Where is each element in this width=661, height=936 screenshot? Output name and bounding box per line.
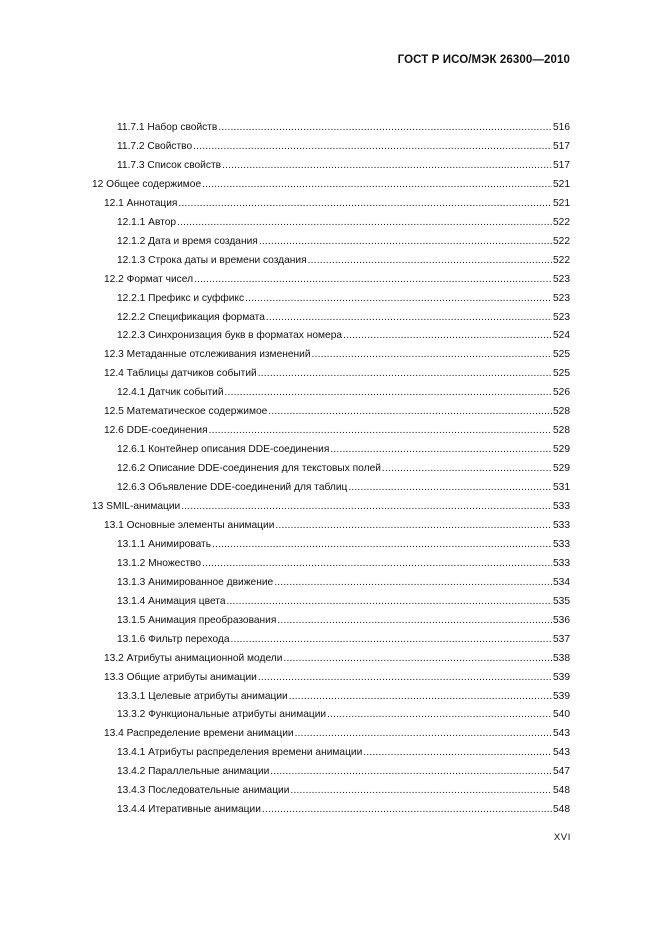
dot-leader	[289, 691, 552, 703]
toc-entry	[104, 419, 570, 437]
toc-entry	[104, 268, 570, 286]
dot-leader	[193, 141, 552, 153]
toc-entry-page: 525	[553, 368, 570, 379]
toc-entry	[117, 703, 570, 721]
toc-entry-page: 529	[553, 444, 570, 455]
toc-entry-title: 12.3 Метаданные отслеживания изменений	[104, 349, 311, 360]
dot-leader	[382, 463, 552, 475]
dot-leader	[270, 766, 552, 778]
toc-entry-page: 523	[553, 312, 570, 323]
toc-entry-title: 12.4 Таблицы датчиков событий	[104, 368, 257, 379]
dot-leader	[266, 312, 552, 324]
toc-entry	[117, 741, 570, 759]
dot-leader	[209, 425, 552, 437]
dot-leader	[245, 293, 552, 305]
toc-entry	[104, 666, 570, 684]
dot-leader	[363, 747, 552, 759]
toc-entry-title: 13.1 Основные элементы анимации	[104, 520, 275, 531]
dot-leader	[258, 672, 552, 684]
toc-entry-page: 522	[553, 236, 570, 247]
toc-entry	[117, 381, 570, 399]
dot-leader	[275, 520, 552, 532]
toc-entry-title: 12.2.2 Спецификация формата	[117, 312, 265, 323]
dot-leader	[225, 387, 552, 399]
toc-entry	[117, 476, 570, 494]
toc-entry-page: 524	[553, 330, 570, 341]
toc-entry-page: 533	[553, 539, 570, 550]
toc-entry-page: 523	[553, 293, 570, 304]
toc-entry-title: 12.1.1 Автор	[117, 217, 177, 228]
toc-entry	[104, 362, 570, 380]
dot-leader	[330, 444, 552, 456]
dot-leader	[343, 330, 552, 342]
toc-entry-page: 533	[553, 558, 570, 569]
toc-entry-title: 13.3.2 Функциональные атрибуты анимации	[117, 709, 327, 720]
toc-entry-title: 11.7.2 Свойство	[117, 141, 193, 152]
toc-entry-title: 13.4 Распределение времени анимации	[104, 728, 294, 739]
toc-entry-page: 525	[553, 349, 570, 360]
toc-entry	[104, 722, 570, 740]
toc-entry	[117, 533, 570, 551]
toc-entry-title: 12.6 DDE-соединения	[104, 425, 208, 436]
toc-entry-title: 13.1.5 Анимация преобразования	[117, 615, 277, 626]
dot-leader	[181, 501, 552, 513]
toc-entry-page: 539	[553, 672, 570, 683]
toc-entry-page: 540	[553, 709, 570, 720]
toc-entry-page: 526	[553, 387, 570, 398]
toc-entry-title: 12.1.3 Строка даты и времени создания	[117, 255, 307, 266]
toc-entry	[117, 760, 570, 778]
toc-entry	[92, 495, 570, 513]
toc-entry-title: 12.5 Математическое содержимое	[104, 406, 268, 417]
toc-entry-title: 13 SMIL-анимации	[92, 501, 181, 512]
toc-entry	[117, 628, 570, 646]
toc-entry-title: 13.4.1 Атрибуты распределения времени анимации	[117, 747, 363, 758]
toc-entry-title: 12 Общее содержимое	[92, 179, 202, 190]
running-header: ГОСТ Р ИСО/МЭК 26300—2010	[397, 54, 570, 66]
dot-leader	[258, 368, 552, 380]
toc-entry-page: 548	[553, 804, 570, 815]
dot-leader	[277, 615, 552, 627]
toc-entry-title: 13.3 Общие атрибуты анимации	[104, 672, 257, 683]
dot-leader	[177, 217, 552, 229]
toc-entry-page: 528	[553, 406, 570, 417]
page-number: XVI	[553, 832, 571, 843]
toc-entry	[117, 457, 570, 475]
toc-entry	[117, 590, 570, 608]
toc-entry-title: 11.7.1 Набор свойств	[117, 122, 218, 133]
toc-entry-page: 529	[553, 463, 570, 474]
dot-leader	[348, 482, 552, 494]
toc-entry-title: 13.4.4 Итеративные анимации	[117, 804, 261, 815]
toc-entry-title: 13.1.4 Анимация цвета	[117, 596, 226, 607]
toc-entry-page: 521	[553, 179, 570, 190]
dot-leader	[262, 804, 552, 816]
toc-entry-page: 523	[553, 274, 570, 285]
dot-leader	[274, 577, 552, 589]
toc-entry-page: 547	[553, 766, 570, 777]
dot-leader	[218, 122, 552, 134]
toc-entry-page: 533	[553, 520, 570, 531]
toc-entry	[117, 609, 570, 627]
dot-leader	[202, 558, 552, 570]
toc-entry	[117, 211, 570, 229]
dot-leader	[212, 539, 552, 551]
dot-leader	[295, 728, 552, 740]
dot-leader	[312, 349, 552, 361]
toc-entry	[104, 400, 570, 418]
toc-entry-page: 543	[553, 747, 570, 758]
toc-entry-page: 543	[553, 728, 570, 739]
toc-entry-title: 11.7.3 Список свойств	[117, 160, 222, 171]
dot-leader	[227, 596, 553, 608]
toc-entry	[104, 192, 570, 210]
toc-entry-page: 533	[553, 501, 570, 512]
toc-entry	[117, 230, 570, 248]
toc-entry	[92, 173, 570, 191]
toc-entry-title: 12.2.3 Синхронизация букв в форматах номера	[117, 330, 343, 341]
dot-leader	[308, 255, 552, 267]
toc-entry-title: 13.1.3 Анимированное движение	[117, 577, 274, 588]
toc-entry	[117, 306, 570, 324]
toc-entry-title: 13.1.6 Фильтр перехода	[117, 634, 230, 645]
toc-entry	[104, 343, 570, 361]
toc-entry-page: 522	[553, 217, 570, 228]
toc-entry	[104, 514, 570, 532]
toc-entry	[117, 779, 570, 797]
toc-entry-page: 517	[553, 141, 570, 152]
toc-entry-title: 13.4.3 Последовательные анимации	[117, 785, 290, 796]
toc-entry-page: 522	[553, 255, 570, 266]
toc-entry-title: 12.2.1 Префикс и суффикс	[117, 293, 245, 304]
toc-entry-title: 12.2 Формат чисел	[104, 274, 194, 285]
toc-entry-title: 12.6.2 Описание DDE-соединения для текстовых полей	[117, 463, 381, 474]
toc-entry	[117, 324, 570, 342]
toc-entry	[117, 685, 570, 703]
toc-entry-title: 13.1.1 Анимировать	[117, 539, 212, 550]
toc-entry-title: 13.4.2 Параллельные анимации	[117, 766, 270, 777]
dot-leader	[222, 160, 552, 172]
toc-entry	[117, 798, 570, 816]
toc-entry	[117, 249, 570, 267]
toc-entry-title: 13.2 Атрибуты анимационной модели	[104, 653, 283, 664]
dot-leader	[178, 198, 552, 210]
toc-entry-title: 12.1 Аннотация	[104, 198, 178, 209]
toc-entry-page: 537	[553, 634, 570, 645]
toc-entry-page: 534	[553, 577, 570, 588]
toc-entry	[117, 154, 570, 172]
toc-entry-page: 539	[553, 691, 570, 702]
toc-entry-page: 517	[553, 160, 570, 171]
toc-entry	[117, 571, 570, 589]
toc-entry-title: 12.6.3 Объявление DDE-соединений для таблиц	[117, 482, 348, 493]
dot-leader	[268, 406, 552, 418]
toc-entry-title: 13.3.1 Целевые атрибуты анимации	[117, 691, 288, 702]
toc-entry-title: 13.1.2 Множество	[117, 558, 202, 569]
toc-entry	[117, 552, 570, 570]
toc-entry-page: 538	[553, 653, 570, 664]
toc-entry	[117, 135, 570, 153]
toc-entry-title: 12.1.2 Дата и время создания	[117, 236, 258, 247]
toc-entry	[104, 647, 570, 665]
toc-entry-page: 536	[553, 615, 570, 626]
toc-entry-title: 12.6.1 Контейнер описания DDE-соединения	[117, 444, 330, 455]
dot-leader	[290, 785, 552, 797]
dot-leader	[194, 274, 552, 286]
toc-entry	[117, 438, 570, 456]
dot-leader	[283, 653, 552, 665]
toc-entry-title: 12.4.1 Датчик событий	[117, 387, 224, 398]
toc-entry-page: 516	[553, 122, 570, 133]
toc-entry-page: 521	[553, 198, 570, 209]
toc-entry	[117, 116, 570, 134]
toc-entry-page: 548	[553, 785, 570, 796]
toc-entry-page: 535	[553, 596, 570, 607]
dot-leader	[231, 634, 552, 646]
toc-entry-page: 531	[553, 482, 570, 493]
toc-entry-page: 528	[553, 425, 570, 436]
toc-entry	[117, 287, 570, 305]
dot-leader	[259, 236, 552, 248]
dot-leader	[202, 179, 552, 191]
dot-leader	[327, 709, 552, 721]
